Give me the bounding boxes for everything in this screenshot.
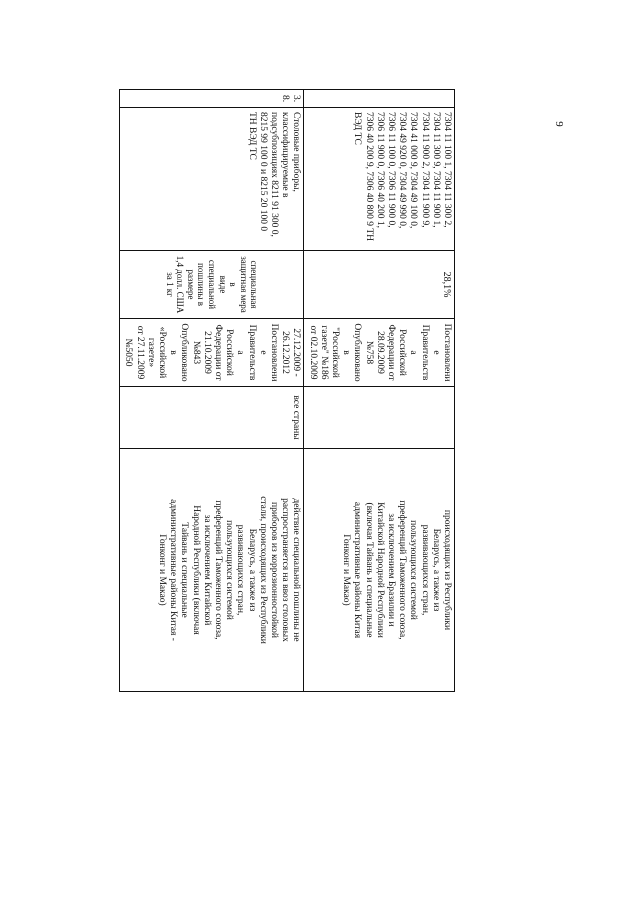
legal-act-line: 21.10.2009 №843: [190, 331, 212, 374]
legal-act-line: Российской: [224, 329, 235, 376]
legal-act-line: 28.09.2009 №758: [363, 331, 385, 374]
note-line: преференций Таможенного союза,: [397, 500, 408, 640]
legal-act-line: Постановление: [430, 323, 452, 382]
legal-act-line: Федерации от: [212, 324, 223, 381]
legal-act-line: №5050: [123, 338, 134, 367]
note-line: Тайвань и специальные: [179, 522, 190, 618]
rotated-content: [123, 89, 455, 691]
note-line: происходящих из Республики: [442, 509, 452, 631]
note-line: Китайской Народной Республики: [374, 502, 385, 638]
rotated-page: [123, 89, 455, 691]
legal-act-line: «Российской: [156, 326, 167, 379]
note-line: преференций Таможенного союза,: [212, 500, 223, 640]
legal-act-line: Федерации от: [385, 324, 396, 381]
rate-line: виде специальной: [207, 259, 228, 310]
note-line: действие специальной пошлины не: [291, 498, 302, 642]
note-line: пользующихся системой: [224, 520, 235, 620]
product-codes-cell: 7304 11 100 1, 7304 11 300 2, 7304 11 300 9, 7304 11 900 1, 7304 11 900 2, 7304 11 900 9, 7304 41 000 9, 7304 49 100 0, 7304 49 920 0, 7304 49 990 0, 7306 11 100 0, 7306 11 900 0, 7306 11 900 0, 7306 40 200 1, 7306 40 200 9, 7306 40 800 9 ТН ВЭД ТС: [304, 108, 455, 251]
rate-line: специальная: [249, 260, 260, 309]
note-line: развивающихся стран,: [419, 524, 430, 616]
page-number: 9: [552, 121, 565, 127]
rate-line: за 1 кг: [164, 272, 175, 297]
note-line: административные районы Китая -: [168, 499, 179, 641]
note-line: (включая Тайвань и специальные: [363, 502, 374, 638]
legal-act-line: Опубликовано в: [341, 323, 363, 382]
note-line: Беларусь, а также из: [430, 528, 441, 612]
legal-act-line: "Российской: [329, 327, 340, 378]
note-line: приборов из коррозионностойкой: [268, 502, 279, 638]
legal-act-line: 27.12.2009 -: [291, 328, 302, 377]
legal-act-cell: [120, 319, 304, 387]
table-row: [120, 90, 304, 692]
rate-line: защитная мера в: [228, 256, 249, 313]
countries-cell: все страны: [120, 387, 304, 449]
note-cell: [120, 449, 304, 692]
note-line: распространяется на ввоз столовых: [280, 498, 291, 642]
duty-rate-cell: 28,1%: [304, 251, 455, 319]
legal-act-line: 26.12.2012: [280, 331, 291, 374]
legal-act-line: газете" №186: [318, 325, 329, 380]
legal-act-line: Опубликовано в: [168, 323, 190, 382]
legal-act-line: газете»: [145, 337, 156, 368]
row-number-cell: 3.8.: [120, 90, 304, 108]
note-line: развивающихся стран,: [235, 524, 246, 616]
legal-act-line: от 27.11.2009: [134, 325, 145, 380]
note-line: за исключением Китайской: [201, 514, 212, 626]
legal-act-line: Правительства: [235, 324, 257, 381]
rate-line: 1,4 долл. США: [175, 255, 186, 314]
row-number-cell: [304, 90, 455, 108]
note-line: Гонконг и Макао): [156, 534, 167, 606]
note-line: стали, происходящих из Республики: [257, 496, 268, 644]
note-cell: [304, 449, 455, 692]
note-line: Гонконг и Макао): [341, 534, 352, 606]
countries-cell: [304, 387, 455, 449]
legal-act-line: от 02.10.2009: [307, 325, 318, 380]
legal-act-line: Правительства: [408, 324, 430, 381]
note-line: Беларусь, а также из: [246, 528, 257, 612]
note-line: пользующихся системой: [408, 520, 419, 620]
note-line: Народной Республики (включая: [190, 505, 201, 635]
legal-act-line: Постановление: [257, 323, 279, 382]
table-row: [304, 90, 455, 692]
legal-act-line: Российской: [397, 329, 408, 376]
safeguard-measures-table: [119, 89, 455, 692]
duty-rate-cell: [120, 251, 304, 319]
rate-line: пошлины в размере: [185, 263, 207, 306]
product-description-cell: Столовые приборы, классифицируемые в подсубпозициях 8211 91 300 0, 8215 99 100 0 и 8215 20 100 0 ТН ВЭД ТС: [120, 108, 304, 251]
note-line: за исключением Бразилии и: [385, 513, 396, 627]
note-line: административные районы Китая: [352, 501, 363, 639]
legal-act-cell: [304, 319, 455, 387]
